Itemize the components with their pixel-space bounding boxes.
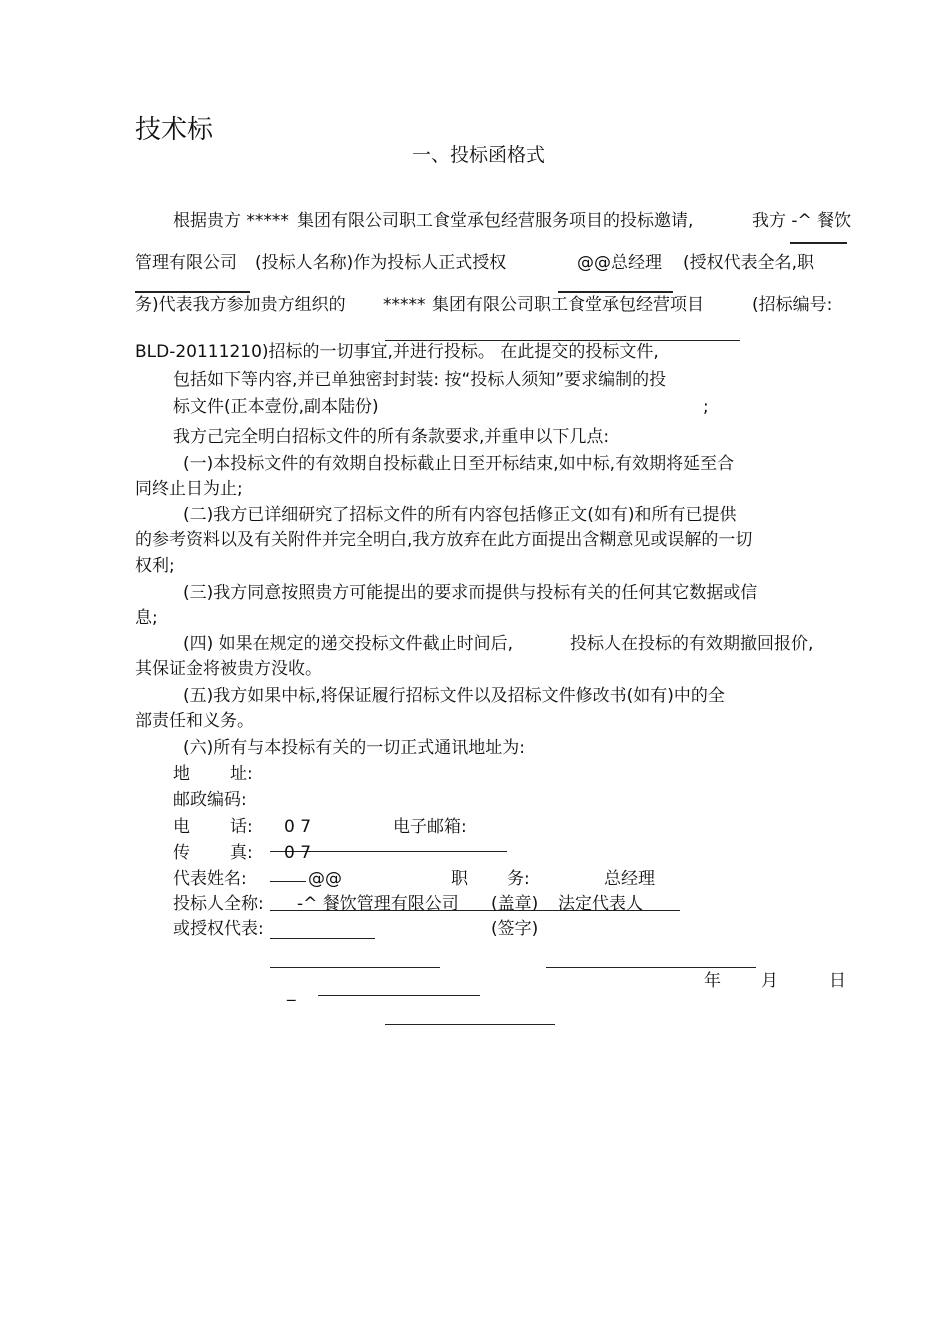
para1-line3-d: (招标编号: [752,295,833,315]
fax-value: 0 7 [284,843,312,863]
item6-line: (六)所有与本投标有关的一切正式通讯地址为: [183,738,525,758]
email-label: 电子邮箱: [393,817,467,837]
underline [546,967,756,968]
auth-rep-label: 或授权代表: [173,919,264,939]
date-month: 月 [761,971,778,991]
fax-label-a: 传 [173,843,190,863]
item5-line2: 部责任和义务。 [135,711,254,731]
item2-line2: 的参考资料以及有关附件并完全明白,我方放弃在此方面提出含糊意见或误解的一切 [135,530,753,550]
position-value: 总经理 [604,869,655,889]
item4-line1-b: 投标人在投标的有效期撤回报价, [570,634,814,654]
item4-line1-a: (四) 如果在规定的递交投标文件截止时间后, [183,634,514,654]
underline [558,291,673,293]
date-year: 年 [704,971,721,991]
legal-rep-label: 法定代表人 [558,894,643,914]
tel-label-a: 电 [173,817,190,837]
fax-label-b: 真: [230,843,253,863]
underline [270,967,440,968]
para1-line6-a: 标文件(正本壹份,副本陆份) [173,397,379,417]
underline [318,995,480,996]
bidder-name-label: 投标人全称: [173,894,264,914]
para1-line1-c: 我方 -^ 餐饮 [752,211,852,231]
underline [385,340,740,341]
para1-line3-c: 集团有限公司职工食堂承包经营项目 [432,295,704,315]
seal-label: (盖章) [491,894,539,914]
para1-line2-b: (投标人名称)作为投标人正式授权 [255,253,507,273]
item4-line2: 其保证金将被贵方没收。 [135,659,322,679]
underline [385,1024,555,1025]
page-title: 一、投标函格式 [412,144,546,166]
postcode-label: 邮政编码: [173,790,247,810]
intro-line: 我方己完全明白招标文件的所有条款要求,并重申以下几点: [173,427,610,447]
underline [135,291,250,293]
position-label-a: 职 [451,869,468,889]
item1-line2: 同终止日为止; [135,479,243,499]
item5-line1: (五)我方如果中标,将保证履行招标文件以及招标文件修改书(如有)中的全 [183,686,725,706]
underline [270,938,375,939]
address-label-b: 址: [230,764,253,784]
para1-line1-a: 根据贵方 ***** [173,211,289,231]
underline [270,881,306,882]
para1-line4: BLD-20111210)招标的一切事宜,并进行投标。 在此提交的投标文件, [135,342,659,362]
item3-line1: (三)我方同意按照贵方可能提出的要求而提供与投标有关的任何其它数据或信 [183,583,758,603]
rep-name-value: @@ [308,869,342,889]
position-label-b: 务: [507,869,530,889]
date-day: 日 [829,971,846,991]
sign-label: (签字) [491,919,539,939]
bidder-name-value: -^ 餐饮管理有限公司 [297,894,459,914]
item1-line1: (一)本投标文件的有效期自投标截止日至开标结束,如中标,有效期将延至合 [183,454,735,474]
item2-line3: 权利; [135,556,175,576]
tel-value: 0 7 [284,817,312,837]
para1-line2-c: @@总经理 [577,253,662,273]
para1-line1-b: 集团有限公司职工食堂承包经营服务项目的投标邀请, [297,211,694,231]
dash-mark: _ [287,982,296,1002]
para1-line3-a: 务)代表我方参加贵方组织的 [135,295,346,315]
para1-line6-b: ; [703,397,709,417]
para1-line2-d: (授权代表全名,职 [683,253,815,273]
para1-line3-b: ***** [383,295,426,315]
address-label-a: 地 [173,764,190,784]
rep-name-label: 代表姓名: [173,869,247,889]
para1-line5: 包括如下等内容,并已单独密封封装: 按“投标人须知”要求编制的投 [173,370,667,390]
item2-line1: (二)我方已详细研究了招标文件的所有内容包括修正文(如有)和所有已提供 [183,505,737,525]
header-label: 技术标 [135,115,214,145]
para1-line2-a: 管理有限公司 [135,253,237,273]
item3-line2: 息; [135,608,158,628]
tel-label-b: 话: [230,817,253,837]
underline [790,242,847,244]
